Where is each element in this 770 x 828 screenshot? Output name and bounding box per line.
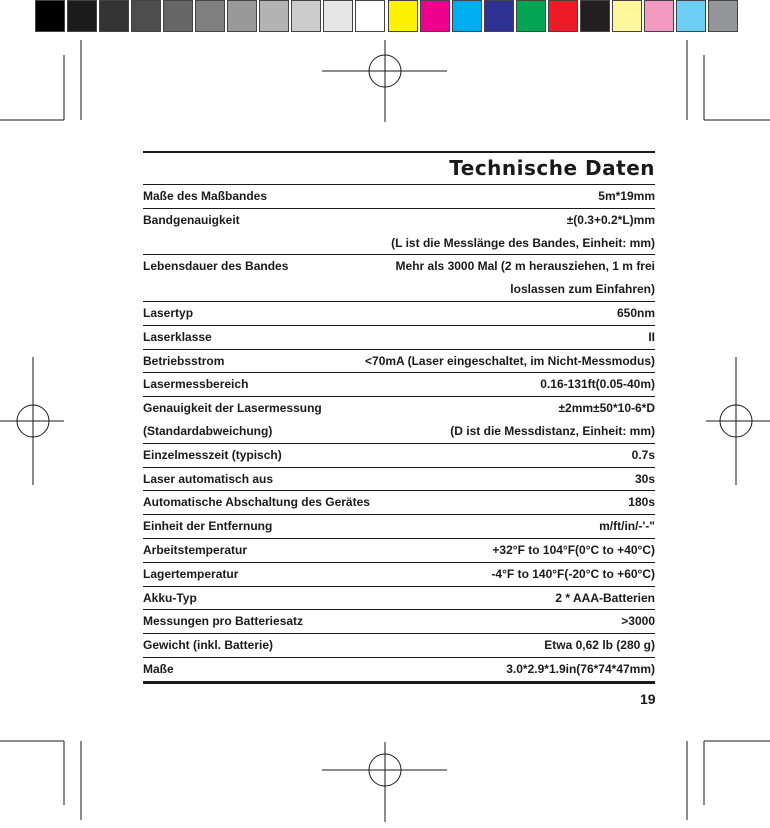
spec-row: [143, 658, 655, 684]
spec-value: 30s: [634, 471, 655, 486]
spec-row: [143, 515, 655, 539]
spec-value: -4°F to 140°F(-20°C to +60°C): [491, 566, 655, 581]
spec-label: Lagertemperatur: [143, 566, 239, 581]
spec-label: Lebensdauer des Bandes: [143, 259, 289, 274]
spec-label: Lasertyp: [143, 305, 194, 320]
spec-label: Maße des Maßbandes: [143, 189, 268, 203]
spec-value: 650nm: [616, 305, 655, 320]
spec-label: Maße: [143, 661, 174, 676]
spec-value: 0.7s: [631, 447, 655, 462]
spec-value: 180s: [628, 495, 655, 510]
registration-mark-right: [706, 357, 770, 485]
spec-row: [143, 539, 655, 563]
registration-mark-bottom: [322, 742, 447, 822]
spec-row: [143, 634, 655, 658]
spec-label: Laser automatisch aus: [143, 471, 274, 486]
spec-value: +32°F to 104°F(0°C to +40°C): [492, 542, 655, 557]
spec-value: 5m*19mm: [598, 189, 655, 203]
spec-label: Lasermessbereich: [143, 377, 249, 392]
registration-mark-left: [0, 357, 64, 485]
spec-value: m/ft/in/-'-": [599, 519, 655, 534]
spec-row: [143, 302, 655, 326]
spec-row: [143, 185, 655, 209]
spec-row: [143, 326, 655, 350]
spec-row: [143, 397, 655, 444]
spec-row: [143, 444, 655, 468]
spec-label: Laserklasse: [143, 329, 212, 344]
spec-label: Messungen pro Batteriesatz: [143, 614, 304, 629]
spec-value: <70mA (Laser eingeschaltet, im Nicht-Messmodus): [365, 353, 655, 368]
spec-label: Genauigkeit der Lasermessung (Standardabweichung): [143, 401, 322, 438]
spec-row: [143, 350, 655, 374]
spec-row: [143, 587, 655, 611]
spec-sheet: [143, 151, 655, 684]
spec-value: 0.16-131ft(0.05-40m): [540, 377, 655, 392]
spec-label: Akku-Typ: [143, 590, 197, 605]
spec-value: 2 * AAA-Batterien: [555, 590, 655, 605]
spec-table: [143, 185, 655, 684]
spec-label: Einheit der Entfernung: [143, 519, 273, 534]
spec-row: [143, 563, 655, 587]
spec-value: ±2mm±50*10-6*D (D ist die Messdistanz, Einheit: mm): [450, 401, 655, 438]
spec-label: Betriebsstrom: [143, 353, 225, 368]
page-number: 19: [640, 691, 656, 707]
spec-value: Mehr als 3000 Mal (2 m herausziehen, 1 m frei loslassen zum Einfahren): [395, 259, 655, 297]
spec-row: [143, 373, 655, 397]
spec-value: II: [648, 329, 655, 344]
registration-mark-top: [322, 40, 447, 122]
spec-label: Arbeitstemperatur: [143, 542, 248, 557]
spec-row: [143, 491, 655, 515]
spec-row: [143, 209, 655, 256]
spec-value: >3000: [621, 614, 655, 629]
page-title: Technische Daten: [143, 153, 655, 185]
spec-row: [143, 468, 655, 492]
spec-row: [143, 610, 655, 634]
spec-value: 3.0*2.9*1.9in(76*74*47mm): [506, 661, 655, 676]
spec-row: [143, 255, 655, 302]
spec-label: Gewicht (inkl. Batterie): [143, 638, 274, 653]
spec-value: Etwa 0,62 lb (280 g): [544, 638, 655, 653]
spec-value: ±(0.3+0.2*L)mm (L ist die Messlänge des Bandes, Einheit: mm): [391, 212, 655, 250]
spec-label: Bandgenauigkeit: [143, 212, 240, 227]
spec-label: Automatische Abschaltung des Gerätes: [143, 495, 370, 510]
spec-label: Einzelmesszeit (typisch): [143, 447, 282, 462]
